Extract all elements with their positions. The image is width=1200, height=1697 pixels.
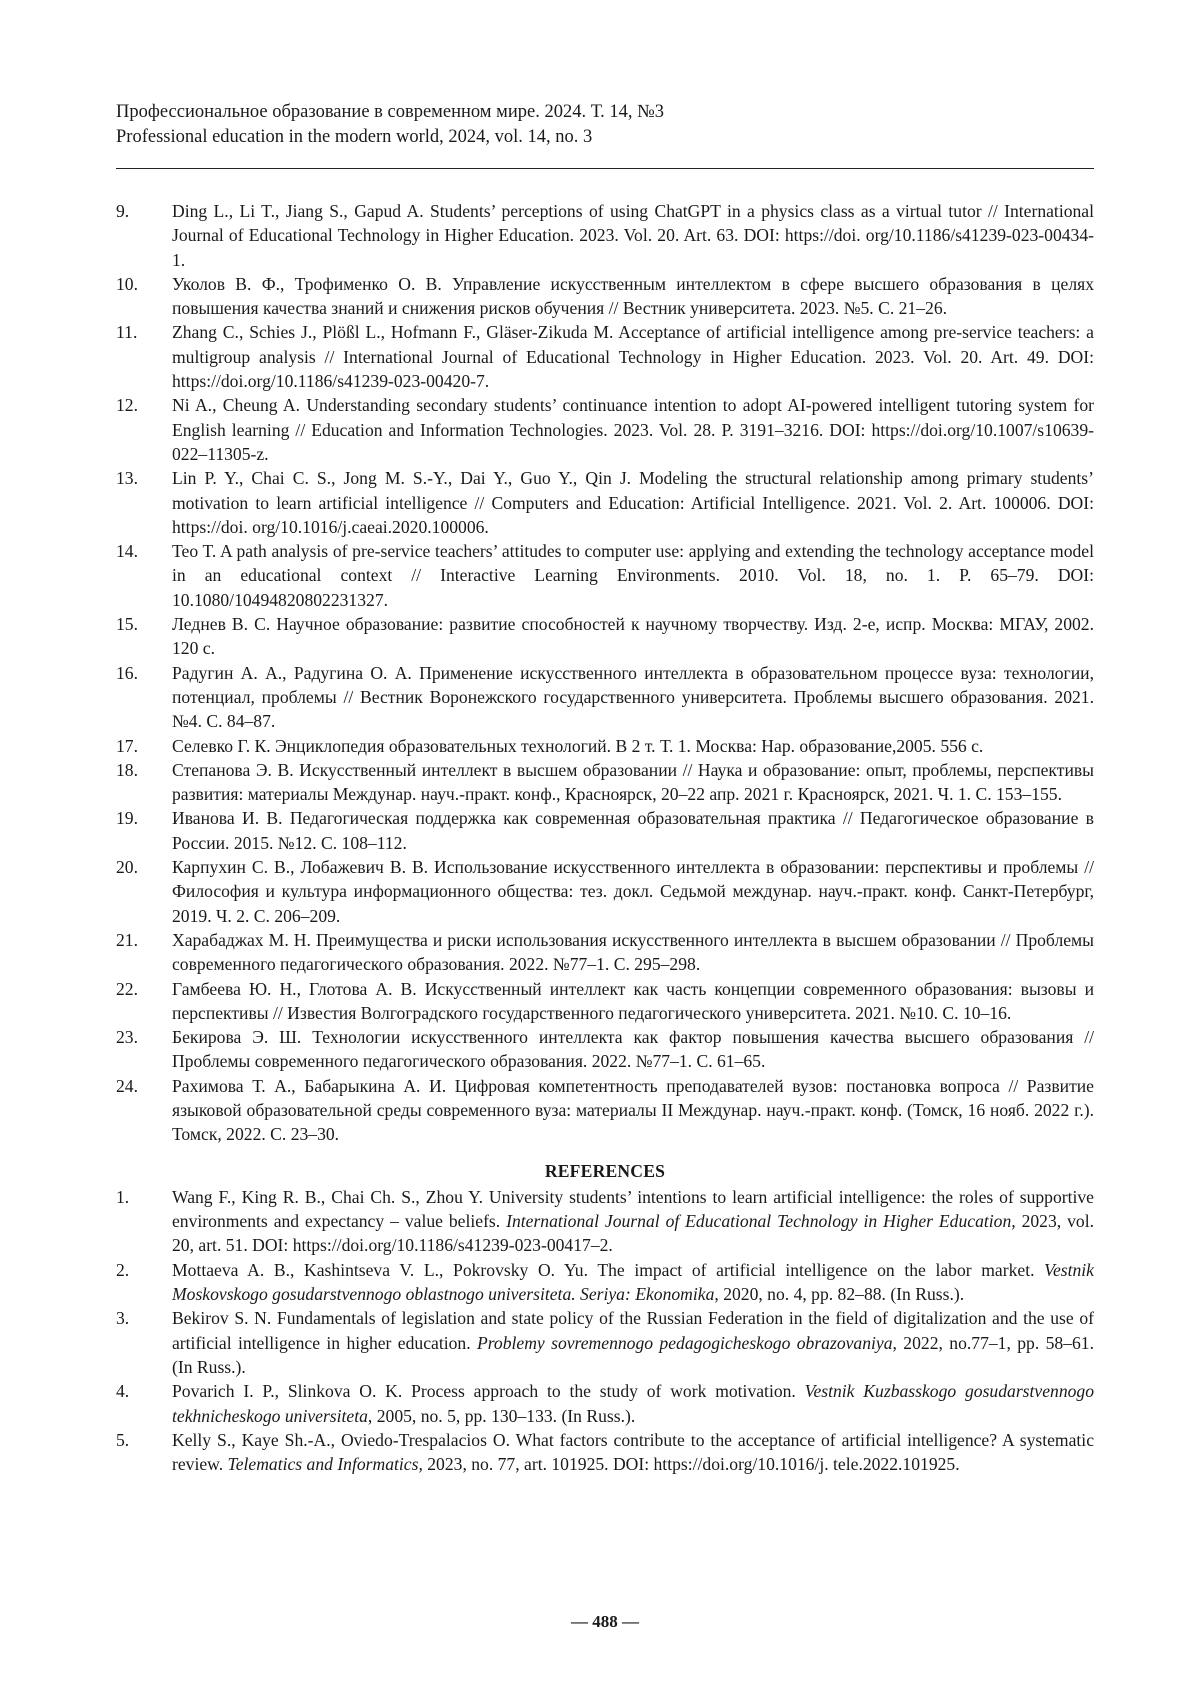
reference-item — [116, 1306, 1094, 1379]
header-line-en: Professional education in the modern world, 2024, vol. 14, no. 3 — [116, 125, 1094, 150]
references-section — [116, 199, 1094, 1476]
reference-item — [116, 272, 1094, 321]
reference-text: Ding L., Li T., Jiang S., Gapud A. Students’ perceptions of using ChatGPT in a physics class as a virtual tutor // International Journal of Educational Technology in Higher Education. 2023. Vol. 20. Art. 63. DOI: https://doi. org/10.1186/s41239-023-00434-1. — [172, 199, 1094, 272]
reference-text: Леднев В. С. Научное образование: развитие способностей к научному творчеству. Изд. 2-е, испр. Москва: МГАУ, 2002. 120 с. — [172, 612, 1094, 661]
reference-item — [116, 320, 1094, 393]
reference-number: 24. — [116, 1074, 166, 1098]
reference-text: Teo T. A path analysis of pre-service teachers’ attitudes to computer use: applying and extending the technology acceptance model in an educational context // Interactive Learning Environments. 2010. Vol. 18, no. 1. P. 65–79. DOI: 10.1080/10494820802231327. — [172, 539, 1094, 612]
reference-item — [116, 1185, 1094, 1258]
reference-number: 19. — [116, 806, 166, 830]
reference-text: Wang F., King R. B., Chai Ch. S., Zhou Y. University students’ intentions to learn artificial intelligence: the roles of supportive environments and expectancy – value beliefs. International Journal of Educational Technology in Higher Education, 2023, vol. 20, art. 51. DOI: https://doi.org/10.1186/s41239-023-00417–2. — [172, 1185, 1094, 1258]
reference-text: Гамбеева Ю. Н., Глотова А. В. Искусственный интеллект как часть концепции современного образования: вызовы и перспективы // Известия Волгоградского государственного педагогического университета. 2021. №10. С. 10–16. — [172, 977, 1094, 1026]
reference-item — [116, 928, 1094, 977]
reference-item — [116, 1379, 1094, 1428]
reference-number: 9. — [116, 199, 166, 223]
reference-number: 13. — [116, 466, 166, 490]
reference-item — [116, 393, 1094, 466]
reference-number: 1. — [116, 1185, 166, 1209]
reference-number: 21. — [116, 928, 166, 952]
reference-number: 20. — [116, 855, 166, 879]
reference-number: 5. — [116, 1428, 166, 1452]
reference-number: 12. — [116, 393, 166, 417]
reference-text: Карпухин С. В., Лобажевич В. В. Использование искусственного интеллекта в образовании: перспективы и проблемы // Философия и культура информационного общества: тез. докл. Седьмой междунар. науч.-практ. конф. Санкт-Петербург, 2019. Ч. 2. С. 206–209. — [172, 855, 1094, 928]
reference-text: Харабаджах М. Н. Преимущества и риски использования искусственного интеллекта в высшем образовании // Проблемы современного педагогического образования. 2022. №77–1. С. 295–298. — [172, 928, 1094, 977]
reference-text: Ni A., Cheung A. Understanding secondary students’ continuance intention to adopt AI-powered intelligent tutoring system for English learning // Education and Information Technologies. 2023. Vol. 28. P. 3191–3216. DOI: https://doi.org/10.1007/s10639-022–11305-z. — [172, 393, 1094, 466]
reference-item — [116, 466, 1094, 539]
reference-number: 23. — [116, 1025, 166, 1049]
reference-number: 4. — [116, 1379, 166, 1403]
reference-list-ru — [116, 199, 1094, 1147]
reference-item — [116, 1428, 1094, 1477]
reference-text: Bekirov S. N. Fundamentals of legislation and state policy of the Russian Federation in the field of digitalization and the use of artificial intelligence in higher education. Problemy sovremennogo pedagogicheskogo obrazovaniya, 2022, no.77–1, pp. 58–61. (In Russ.). — [172, 1306, 1094, 1379]
reference-text: Уколов В. Ф., Трофименко О. В. Управление искусственным интеллектом в сфере высшего образования в целях повышения качества знаний и снижения рисков обучения // Вестник университета. 2023. №5. С. 21–26. — [172, 272, 1094, 321]
reference-number: 14. — [116, 539, 166, 563]
reference-item — [116, 806, 1094, 855]
journal-title: Vestnik Moskovskogo gosudarstvennogo oblastnogo universiteta. Seriya: Ekonomika — [172, 1260, 1094, 1304]
reference-text: Иванова И. В. Педагогическая поддержка как современная образовательная практика // Педагогическое образование в России. 2015. №12. С. 108–112. — [172, 806, 1094, 855]
reference-list-en — [116, 1185, 1094, 1477]
reference-item — [116, 977, 1094, 1026]
running-header — [116, 100, 1094, 150]
reference-item — [116, 1025, 1094, 1074]
journal-title: Telematics and Informatics, — [228, 1454, 423, 1474]
header-line-ru: Профессиональное образование в современном мире. 2024. Т. 14, №3 — [116, 100, 1094, 125]
reference-text: Zhang C., Schies J., Plößl L., Hofmann F., Gläser-Zikuda M. Acceptance of artificial intelligence among pre-service teachers: a multigroup analysis // International Journal of Educational Technology in Higher Education. 2023. Vol. 20. Art. 49. DOI: https://doi.org/10.1186/s41239-023-00420-7. — [172, 320, 1094, 393]
reference-number: 16. — [116, 661, 166, 685]
reference-item — [116, 661, 1094, 734]
journal-title: Vestnik Kuzbasskogo gosudarstvennogo tekhnicheskogo universiteta — [172, 1381, 1094, 1425]
reference-text: Lin P. Y., Chai C. S., Jong M. S.-Y., Dai Y., Guo Y., Qin J. Modeling the structural relationship among primary students’ motivation to learn artificial intelligence // Computers and Education: Artificial Intelligence. 2021. Vol. 2. Art. 100006. DOI: https://doi. org/10.1016/j.caeai.2020.100006. — [172, 466, 1094, 539]
reference-text: Радугин А. А., Радугина О. А. Применение искусственного интеллекта в образовательном процессе вуза: технологии, потенциал, проблемы // Вестник Воронежского государственного университета. Проблемы высшего образования. 2021. №4. С. 84–87. — [172, 661, 1094, 734]
reference-item — [116, 734, 1094, 758]
reference-number: 10. — [116, 272, 166, 296]
reference-text: Рахимова Т. А., Бабарыкина А. И. Цифровая компетентность преподавателей вузов: постановка вопроса // Развитие языковой образовательной среды современного вуза: материалы II Междунар. науч.-практ. конф. (Томск, 16 нояб. 2022 г.). Томск, 2022. С. 23–30. — [172, 1074, 1094, 1147]
reference-number: 2. — [116, 1258, 166, 1282]
reference-text: Степанова Э. В. Искусственный интеллект в высшем образовании // Наука и образование: опыт, проблемы, перспективы развития: материалы Междунар. науч.-практ. конф., Красноярск, 20–22 апр. 2021 г. Красноярск, 2021. Ч. 1. С. 153–155. — [172, 758, 1094, 807]
references-heading: REFERENCES — [116, 1159, 1094, 1183]
journal-page — [116, 0, 1094, 1697]
page-number: — 488 — — [116, 1612, 1094, 1632]
reference-item — [116, 612, 1094, 661]
reference-item — [116, 199, 1094, 272]
reference-text: Mottaeva A. B., Kashintseva V. L., Pokrovsky O. Yu. The impact of artificial intelligence on the labor market. Vestnik Moskovskogo gosudarstvennogo oblastnogo universiteta. Seriya: Ekonomika, 2020, no. 4, pp. 82–88. (In Russ.). — [172, 1258, 1094, 1307]
reference-item — [116, 1258, 1094, 1307]
header-rule — [116, 168, 1094, 169]
reference-number: 18. — [116, 758, 166, 782]
journal-title: Problemy sovremennogo pedagogicheskogo obrazovaniya — [477, 1333, 893, 1353]
reference-text: Povarich I. P., Slinkova O. K. Process approach to the study of work motivation. Vestnik Kuzbasskogo gosudarstvennogo tekhnicheskogo universiteta, 2005, no. 5, pp. 130–133. (In Russ.). — [172, 1379, 1094, 1428]
reference-text: Бекирова Э. Ш. Технологии искусственного интеллекта как фактор повышения качества высшего образования // Проблемы современного педагогического образования. 2022. №77–1. С. 61–65. — [172, 1025, 1094, 1074]
reference-item — [116, 539, 1094, 612]
reference-text: Kelly S., Kaye Sh.-A., Oviedo-Trespalacios O. What factors contribute to the acceptance of artificial intelligence? A systematic review. Telematics and Informatics, 2023, no. 77, art. 101925. DOI: https://doi.org/10.1016/j. tele.2022.101925. — [172, 1428, 1094, 1477]
reference-item — [116, 758, 1094, 807]
reference-text: Селевко Г. К. Энциклопедия образовательных технологий. В 2 т. Т. 1. Москва: Нар. образование,2005. 556 с. — [172, 734, 1094, 758]
reference-item — [116, 1074, 1094, 1147]
reference-number: 15. — [116, 612, 166, 636]
journal-title: International Journal of Educational Technology in Higher Education, — [506, 1211, 1016, 1231]
reference-number: 3. — [116, 1306, 166, 1330]
reference-number: 17. — [116, 734, 166, 758]
reference-number: 11. — [116, 320, 166, 344]
reference-number: 22. — [116, 977, 166, 1001]
reference-item — [116, 855, 1094, 928]
